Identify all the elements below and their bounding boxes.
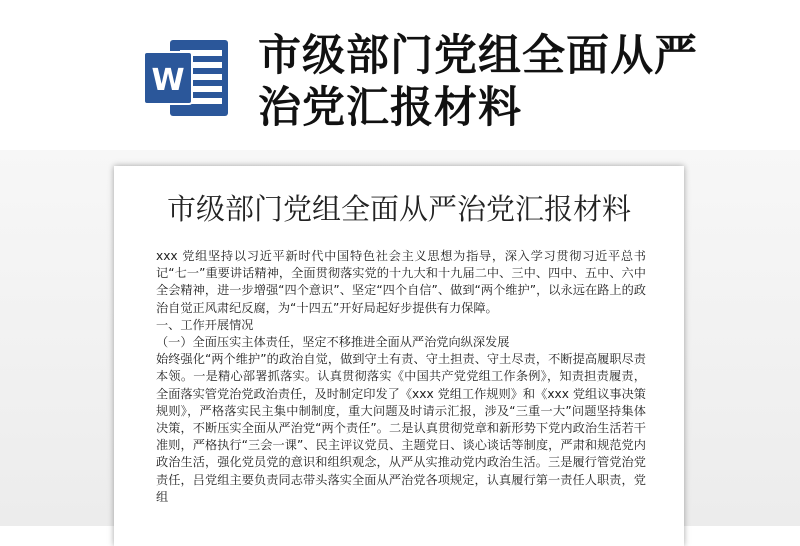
document-body	[156, 248, 646, 506]
word-document-icon	[142, 36, 230, 120]
paragraph-body: 始终强化“两个维护”的政治自觉，做到守土有责、守土担责、守土尽责，不断提高履职尽责本领。一是精心部署抓落实。认真贯彻落实《中国共产党党组工作条例》，知责担责履责，全面落实管党治党政治责任，及时制定印发了《xxx 党组工作规则》和《xxx 党组议事决策规则》，严格落实民主集中制制度，重大问题及时请示汇报，涉及“三重一大”问题坚持集体决策，不断压实全面从严治党“两个责任”。二是认真贯彻党章和新形势下党内政治生活若干准则，严格执行“三会一课”、民主评议党员、主题党日、谈心谈话等制度，严肃和规范党内政治生活，强化党员党的意识和组织观念，从严从实推动党内政治生活。三是履行管党治党责任，吕党组主要负责同志带头落实全面从严治党各项规定，认真履行第一责任人职责，党组	[156, 352, 646, 504]
banner-title: 市级部门党组全面从严治党汇报材料	[258, 31, 698, 133]
word-icon-letter: W	[151, 63, 185, 98]
paragraph-intro: xxx 党组坚持以习近平新时代中国特色社会主义思想为指导，深入学习贯彻习近平总书记“七一”重要讲话精神，全面贯彻落实党的十九大和十九届二中、三中、四中、五中、六中全会精神，进一步增强“四个意识”、坚定“四个自信”、做到“两个维护”，以永远在路上的政治自觉正风肃纪反腐，为“十四五”开好局起好步提供有力保障。	[156, 249, 646, 315]
document-page	[114, 166, 684, 546]
heading-section-1: 一、工作开展情况	[156, 317, 254, 332]
document-title: 市级部门党组全面从严治党汇报材料	[166, 192, 631, 226]
banner	[0, 0, 800, 150]
subheading-1: （一）全面压实主体责任，坚定不移推进全面从严治党向纵深发展	[156, 335, 510, 350]
